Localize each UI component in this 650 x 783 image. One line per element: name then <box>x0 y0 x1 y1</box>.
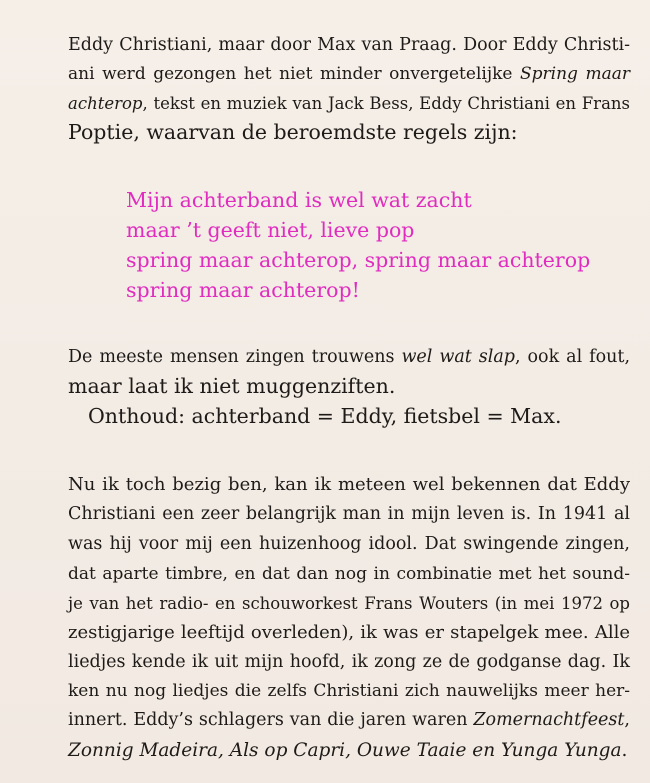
paragraph-3-line-10 <box>68 736 627 765</box>
text-segment: . <box>621 740 628 761</box>
text-segment: Poptie, waarvan de beroemdste regels zijn: <box>68 120 518 144</box>
song-titles-italic: Zonnig Madeira, Als op Capri, Ouwe Taaie en Yunga Yunga <box>68 740 622 761</box>
paragraph-1-line-4 <box>68 118 518 147</box>
poem-line-4: spring maar achterop! <box>126 278 360 302</box>
paragraph-3-line-9 <box>68 706 630 735</box>
paragraph-3-line-8: ken nu nog liedjes die zelfs Christiani zich nauwelijks meer her- <box>68 681 630 701</box>
paragraph-3-line-3: was hij voor mij een huizenhoog idool. Dat swingende zingen, <box>68 534 630 554</box>
paragraph-3-line-5: je van het radio- en schouworkest Frans Wouters (in mei 1972 op <box>68 594 630 613</box>
text-segment: De meeste mensen zingen trouwens <box>68 347 402 367</box>
paragraph-3-line-2: Christiani een zeer belangrijk man in mijn leven is. In 1941 al <box>68 504 630 524</box>
paragraph-3-line-7: liedjes kende ik uit mijn hoofd, ik zong ze de godganse dag. Ik <box>68 652 630 672</box>
paragraph-1-line-1 <box>68 31 630 60</box>
poem-line-1: Mijn achterband is wel wat zacht <box>126 188 472 212</box>
song-title-italic: Spring maar <box>520 64 631 84</box>
paragraph-2-line-2: maar laat ik niet muggenziften. <box>68 374 396 398</box>
poem-line-3: spring maar achterop, spring maar achterop <box>126 248 591 272</box>
text-segment: , tekst en muziek van Jack Bess, Eddy Christiani en Frans <box>142 94 630 113</box>
paragraph-3-line-1: Nu ik toch bezig ben, kan ik meteen wel bekennen dat Eddy <box>68 474 630 495</box>
paragraph-2-line-1 <box>68 343 630 372</box>
text-segment: , <box>624 710 630 730</box>
paragraph-1-line-2 <box>68 60 630 89</box>
text-segment: innert. Eddy’s schlagers van die jaren waren <box>68 710 474 730</box>
text-segment: Eddy Christiani, maar door Max van Praag. Door Eddy Christi- <box>68 35 630 55</box>
text-segment: , ook al fout, <box>514 347 631 367</box>
song-title-italic: achterop <box>68 94 143 113</box>
song-title-italic: Zomernachtfeest <box>473 710 625 730</box>
emphasis-italic: wel wat slap <box>401 347 515 367</box>
text-segment: ani werd gezongen het niet minder onvergetelijke <box>68 64 521 84</box>
paragraph-2-line-3: Onthoud: achterband = Eddy, fietsbel = Max. <box>88 404 562 428</box>
paragraph-1-line-3 <box>68 89 630 118</box>
poem-line-2: maar ’t geeft niet, lieve pop <box>126 218 415 242</box>
paragraph-3-line-4: dat aparte timbre, en dat dan nog in combinatie met het sound- <box>68 564 630 584</box>
paragraph-3-line-6: zestigjarige leeftijd overleden), ik was er stapelgek mee. Alle <box>68 622 630 643</box>
